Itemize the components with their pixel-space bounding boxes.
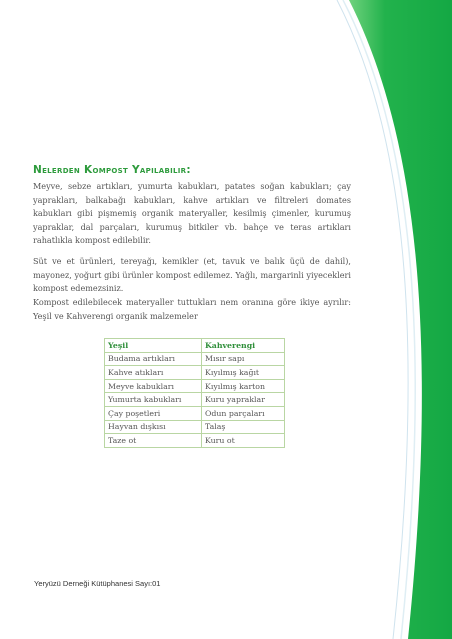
column-header-green: Yeşil	[105, 339, 202, 353]
paragraph-not-compostable: Süt ve et ürünleri, tereyağı, kemikler (et, tavuk ve balık üçü de dahil), mayonez, yoğurt gibi ürünler kompost edilemez. Yağlı, margarinli yiyecekleri kompost edemezsiniz.	[33, 256, 351, 294]
table-cell-brown: Kuru ot	[202, 434, 285, 448]
table-cell-brown: Kıyılmış kağıt	[202, 366, 285, 380]
paragraph-material-types: Kompost edilebilecek materyaller tuttukları nem oranına göre ikiye ayrılır: Yeşil ve Kahverengi organik malzemeler	[33, 297, 351, 321]
table-cell-brown: Mısır sapı	[202, 352, 285, 366]
page-heading: Nelerden Kompost Yapılabilir:	[33, 164, 191, 176]
table-row	[105, 366, 285, 380]
table-cell-green: Çay poşetleri	[105, 406, 202, 420]
table-row	[105, 406, 285, 420]
column-header-brown: Kahverengi	[202, 339, 285, 353]
table-cell-green: Budama artıkları	[105, 352, 202, 366]
table-row	[105, 420, 285, 434]
table-cell-brown: Kuru yapraklar	[202, 393, 285, 407]
table-cell-brown: Odun parçaları	[202, 406, 285, 420]
page-footer: Yeryüzü Derneği Kütüphanesi Sayı:01	[34, 579, 161, 588]
table-cell-brown: Kıyılmış karton	[202, 379, 285, 393]
table-cell-green: Taze ot	[105, 434, 202, 448]
table-row	[105, 434, 285, 448]
table-row	[105, 393, 285, 407]
table-cell-green: Yumurta kabukları	[105, 393, 202, 407]
table-cell-brown: Talaş	[202, 420, 285, 434]
paragraph-compostable: Meyve, sebze artıkları, yumurta kabukları, patates soğan kabukları; çay yaprakları, balkabağı kabukları, kahve artıkları ve filtreleri domates kabukları gibi pişmemiş organik materyaller, kesilmiş çimenler, kurumuş yapraklar, dal parçaları, kurumuş bitkiler vb. bahçe ve teras artıkları rahatlıkla kompost edilebilir.	[33, 181, 351, 246]
compost-materials-table	[104, 338, 285, 448]
table-cell-green: Meyve kabukları	[105, 379, 202, 393]
table-cell-green: Hayvan dışkısı	[105, 420, 202, 434]
table-row	[105, 379, 285, 393]
table-row	[105, 352, 285, 366]
table-header-row	[105, 339, 285, 353]
table-cell-green: Kahve atıkları	[105, 366, 202, 380]
